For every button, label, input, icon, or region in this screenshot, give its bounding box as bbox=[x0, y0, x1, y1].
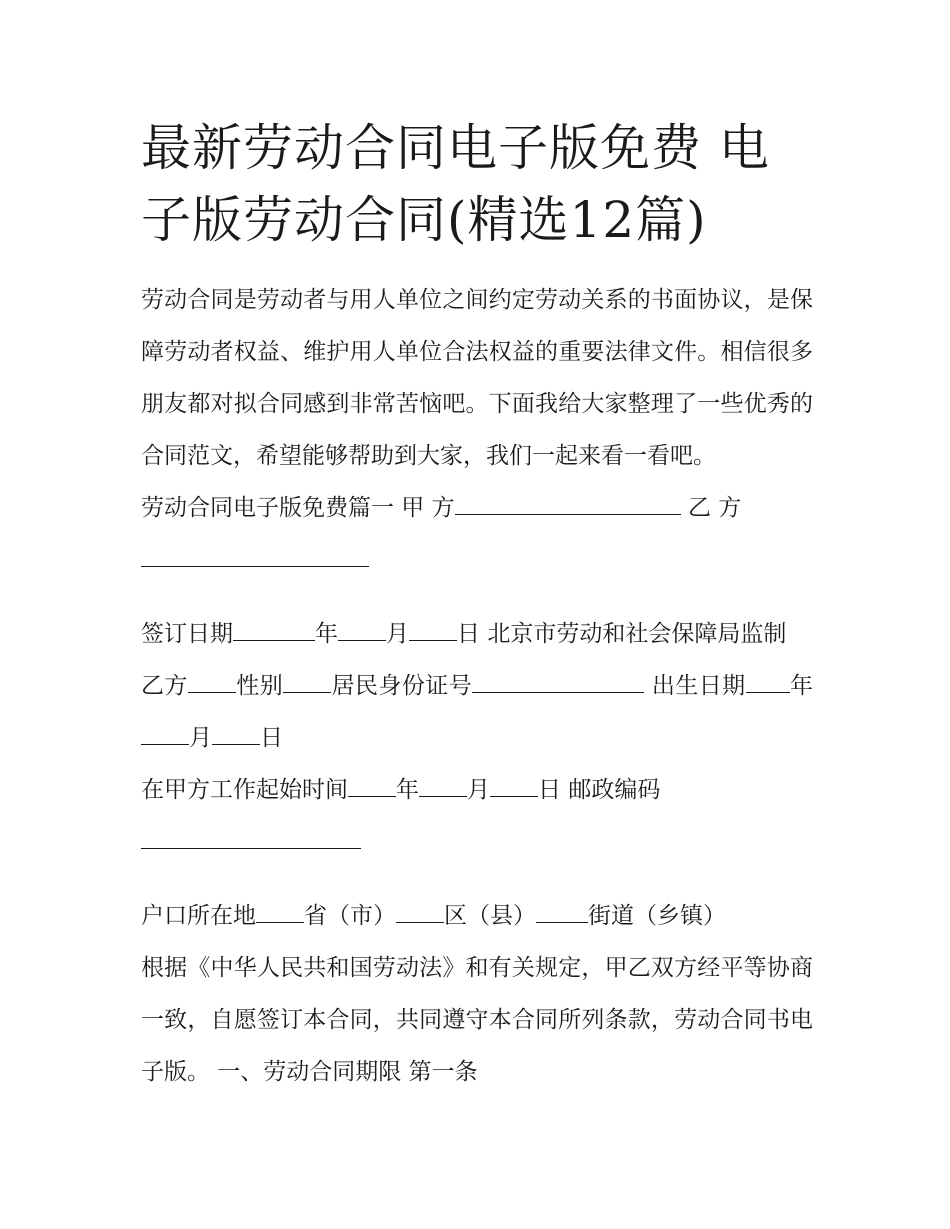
sign-month-blank bbox=[338, 620, 386, 641]
birth-blank-1 bbox=[746, 672, 790, 693]
birth-month-label: 月 bbox=[189, 725, 212, 751]
id-label: 居民身份证号 bbox=[331, 673, 473, 699]
sign-year-blank bbox=[233, 620, 315, 641]
party-a-blank bbox=[455, 494, 681, 515]
street-label: 街道（乡镇） bbox=[588, 903, 726, 929]
gender-label: 性别 bbox=[235, 673, 284, 699]
intro-paragraph: 劳动合同是劳动者与用人单位之间约定劳动关系的书面协议，是保障劳动者权益、维护用人单位合法权益的重要法律文件。相信很多朋友都对拟合同感到非常苦恼吧。下面我给大家整理了一些优秀的合同范文，希望能够帮助到大家，我们一起来看一看吧。 bbox=[141, 287, 813, 469]
hukou-line bbox=[141, 890, 813, 942]
province-blank bbox=[256, 902, 304, 923]
birth-day-label: 日 bbox=[260, 725, 283, 751]
postcode-blank bbox=[141, 828, 361, 849]
birth-label: 出生日期 bbox=[651, 673, 746, 699]
district-blank bbox=[396, 902, 444, 923]
sign-day-blank bbox=[409, 620, 457, 641]
name-blank bbox=[188, 672, 236, 693]
party-a-label: 劳动合同电子版免费篇一 甲 方 bbox=[141, 495, 455, 521]
day-label: 日 bbox=[457, 621, 480, 647]
authority-label: 北京市劳动和社会保障局监制 bbox=[487, 621, 787, 647]
province-label: 省（市） bbox=[304, 903, 396, 929]
year-label: 年 bbox=[315, 621, 338, 647]
start-day-label: 日 bbox=[538, 777, 561, 803]
sign-date-line bbox=[141, 608, 813, 660]
hukou-label: 户口所在地 bbox=[141, 903, 256, 929]
start-date-label: 在甲方工作起始时间 bbox=[141, 777, 348, 803]
start-month-label: 月 bbox=[467, 777, 490, 803]
sign-date-label: 签订日期 bbox=[141, 621, 233, 647]
document-title: 最新劳动合同电子版免费 电子版劳动合同(精选12篇) bbox=[141, 119, 770, 249]
start-day-blank bbox=[490, 776, 538, 797]
start-month-blank bbox=[419, 776, 467, 797]
gender-blank bbox=[283, 672, 331, 693]
party-line bbox=[141, 482, 813, 586]
birth-day-blank bbox=[212, 724, 260, 745]
document-page bbox=[141, 112, 813, 1098]
birth-year-label: 年 bbox=[789, 673, 814, 699]
start-date-line bbox=[141, 764, 813, 868]
party-b-info-line bbox=[141, 660, 813, 764]
party-b-info-label: 乙方 bbox=[141, 673, 188, 699]
month-label: 月 bbox=[386, 621, 409, 647]
closing-paragraph: 根据《中华人民共和国劳动法》和有关规定，甲乙双方经平等协商一致，自愿签订本合同，共同遵守本合同所列条款，劳动合同书电子版。 一、劳动合同期限 第一条 bbox=[141, 955, 813, 1085]
postcode-label: 邮政编码 bbox=[568, 777, 661, 803]
start-year-blank bbox=[348, 776, 396, 797]
party-b-label: 乙 方 bbox=[687, 495, 742, 521]
id-blank bbox=[472, 672, 644, 693]
start-year-label: 年 bbox=[396, 777, 419, 803]
street-blank bbox=[536, 902, 588, 923]
birth-month-blank bbox=[141, 724, 189, 745]
party-b-blank bbox=[141, 546, 369, 567]
district-label: 区（县） bbox=[444, 903, 536, 929]
